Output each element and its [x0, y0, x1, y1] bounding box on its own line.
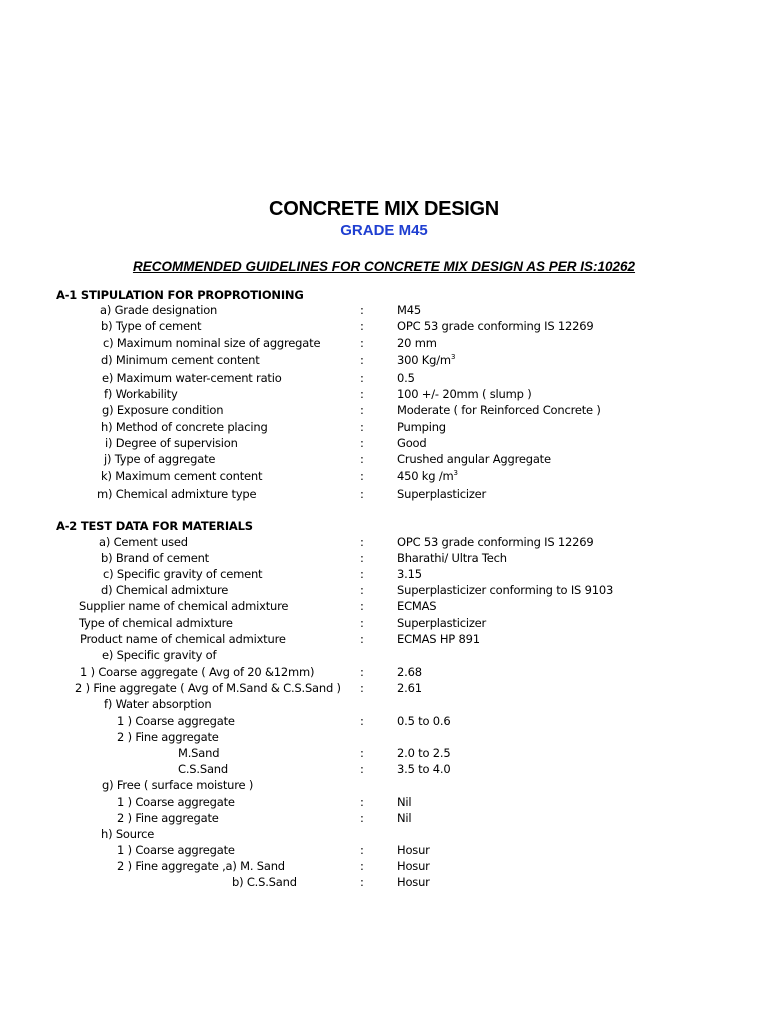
row-label: h) Method of concrete placing — [101, 420, 268, 434]
row-colon: : — [360, 551, 364, 565]
row-value-text: Bharathi/ Ultra Tech — [397, 551, 507, 565]
row-label: b) Brand of cement — [101, 551, 209, 565]
row-label: Supplier name of chemical admixture — [79, 599, 289, 613]
row-value — [397, 665, 422, 679]
row-label: c) Maximum nominal size of aggregate — [103, 336, 321, 350]
row-label: m) Chemical admixture type — [97, 487, 257, 501]
a2-row — [0, 681, 768, 697]
a2-row — [0, 583, 768, 599]
row-label: M.Sand — [178, 746, 220, 760]
a1-row — [0, 387, 768, 403]
row-colon: : — [360, 403, 364, 417]
a2-row — [0, 697, 768, 713]
a2-row — [0, 632, 768, 648]
row-colon: : — [360, 599, 364, 613]
row-value-text: Hosur — [397, 859, 430, 873]
row-value — [397, 436, 426, 450]
a2-row — [0, 795, 768, 811]
row-colon: : — [360, 452, 364, 466]
row-colon: : — [360, 336, 364, 350]
row-colon: : — [360, 420, 364, 434]
row-value-text: OPC 53 grade conforming IS 12269 — [397, 319, 594, 333]
superscript: 3 — [450, 353, 456, 361]
row-label: k) Maximum cement content — [101, 469, 263, 483]
a2-row — [0, 762, 768, 778]
row-colon: : — [360, 567, 364, 581]
row-label: 2 ) Fine aggregate ,a) M. Sand — [117, 859, 285, 873]
row-value-text: Pumping — [397, 420, 446, 434]
row-value-text: 2.68 — [397, 665, 422, 679]
row-value-text: 300 Kg/m — [397, 353, 451, 367]
row-value-text: 100 +/- 20mm ( slump ) — [397, 387, 532, 401]
document-title: CONCRETE MIX DESIGN — [269, 198, 499, 220]
row-value — [397, 303, 421, 317]
a1-row — [0, 469, 768, 485]
row-colon: : — [360, 319, 364, 333]
row-label: d) Chemical admixture — [101, 583, 229, 597]
row-colon: : — [360, 616, 364, 630]
row-colon: : — [360, 665, 364, 679]
row-colon: : — [360, 469, 364, 483]
row-value — [397, 420, 446, 434]
row-label: j) Type of aggregate — [104, 452, 216, 466]
row-colon: : — [360, 387, 364, 401]
a2-row — [0, 616, 768, 632]
a2-row — [0, 811, 768, 827]
row-value — [397, 681, 422, 695]
row-value — [397, 762, 450, 776]
row-label: e) Specific gravity of — [102, 648, 217, 662]
row-value-text: Superplasticizer — [397, 487, 487, 501]
row-label: 1 ) Coarse aggregate — [117, 843, 235, 857]
row-colon: : — [360, 811, 364, 825]
row-value-text: Crushed angular Aggregate — [397, 452, 551, 466]
a2-row — [0, 843, 768, 859]
row-colon: : — [360, 746, 364, 760]
row-label: 1 ) Coarse aggregate ( Avg of 20 &12mm) — [80, 665, 315, 679]
row-value-text: 3.15 — [397, 567, 422, 581]
row-value — [397, 616, 486, 630]
a1-row — [0, 353, 768, 369]
row-value-text: ECMAS — [397, 599, 437, 613]
row-label: a) Cement used — [99, 535, 188, 549]
row-value-text: ECMAS HP 891 — [397, 632, 480, 646]
row-value-text: 20 mm — [397, 336, 437, 350]
a1-row — [0, 403, 768, 419]
row-value-text: Nil — [397, 795, 412, 809]
row-label: C.S.Sand — [178, 762, 228, 776]
row-value-text: Hosur — [397, 843, 430, 857]
row-value-text: Superplasticizer — [397, 616, 487, 630]
row-label: b) Type of cement — [101, 319, 202, 333]
row-value — [397, 599, 436, 613]
row-colon: : — [360, 371, 364, 385]
row-colon: : — [360, 353, 364, 367]
row-label: 1 ) Coarse aggregate — [117, 714, 235, 728]
row-value — [397, 795, 411, 809]
row-label: Product name of chemical admixture — [80, 632, 286, 646]
section-a2-heading: A-2 TEST DATA FOR MATERIALS — [56, 519, 253, 533]
row-value — [397, 403, 601, 417]
row-label: d) Minimum cement content — [101, 353, 260, 367]
a2-row — [0, 535, 768, 551]
row-value-text: Superplasticizer conforming to IS 9103 — [397, 583, 614, 597]
row-value — [397, 583, 613, 597]
row-label: 2 ) Fine aggregate ( Avg of M.Sand & C.S.Sand ) — [75, 681, 341, 695]
a1-row — [0, 420, 768, 436]
row-label: g) Exposure condition — [102, 403, 224, 417]
row-value — [397, 551, 507, 565]
row-colon: : — [360, 875, 364, 889]
row-value — [397, 387, 531, 401]
a2-row — [0, 665, 768, 681]
a1-row — [0, 436, 768, 452]
row-value — [397, 487, 486, 501]
row-value — [397, 859, 430, 873]
a1-row — [0, 303, 768, 319]
a2-row — [0, 551, 768, 567]
row-value-text: Moderate ( for Reinforced Concrete ) — [397, 403, 601, 417]
a2-row — [0, 730, 768, 746]
row-colon: : — [360, 436, 364, 450]
row-value — [397, 811, 411, 825]
row-value — [397, 843, 430, 857]
row-colon: : — [360, 681, 364, 695]
a2-row — [0, 599, 768, 615]
row-value-text: Nil — [397, 811, 412, 825]
row-label: 2 ) Fine aggregate — [117, 811, 219, 825]
row-label: e) Maximum water-cement ratio — [102, 371, 282, 385]
a1-row — [0, 371, 768, 387]
row-value-text: Good — [397, 436, 427, 450]
row-colon: : — [360, 535, 364, 549]
row-value-text: 0.5 — [397, 371, 415, 385]
row-label: 1 ) Coarse aggregate — [117, 795, 235, 809]
row-label: a) Grade designation — [100, 303, 218, 317]
row-colon: : — [360, 762, 364, 776]
row-label: h) Source — [101, 827, 155, 841]
a1-row — [0, 336, 768, 352]
grade-subtitle: GRADE M45 — [340, 222, 428, 239]
a2-row — [0, 567, 768, 583]
row-value — [397, 567, 422, 581]
row-value-text: M45 — [397, 303, 421, 317]
row-colon: : — [360, 632, 364, 646]
row-value-text: 450 kg /m — [397, 469, 454, 483]
a2-row — [0, 859, 768, 875]
row-value-text: Hosur — [397, 875, 430, 889]
row-colon: : — [360, 583, 364, 597]
row-value — [397, 452, 551, 466]
a2-row — [0, 714, 768, 730]
row-label: f) Workability — [104, 387, 178, 401]
row-value-text: 2.0 to 2.5 — [397, 746, 451, 760]
superscript: 3 — [453, 469, 458, 477]
guidelines-heading: RECOMMENDED GUIDELINES FOR CONCRETE MIX DESIGN AS PER IS:10262 — [132, 259, 636, 274]
row-value — [397, 632, 480, 646]
a2-row — [0, 746, 768, 762]
row-value — [397, 714, 450, 728]
row-value-text: 0.5 to 0.6 — [397, 714, 451, 728]
row-value — [397, 319, 594, 333]
row-colon: : — [360, 843, 364, 857]
row-value-text: 3.5 to 4.0 — [397, 762, 451, 776]
a2-row — [0, 875, 768, 891]
row-value — [397, 353, 455, 367]
a1-row — [0, 452, 768, 468]
row-label: i) Degree of supervision — [105, 436, 238, 450]
row-value — [397, 371, 415, 385]
row-label: c) Specific gravity of cement — [103, 567, 263, 581]
row-colon: : — [360, 303, 364, 317]
row-label: g) Free ( surface moisture ) — [102, 778, 254, 792]
row-label: 2 ) Fine aggregate — [117, 730, 219, 744]
a1-row — [0, 319, 768, 335]
a2-row — [0, 778, 768, 794]
section-a1-heading: A-1 STIPULATION FOR PROPROTIONING — [56, 288, 304, 302]
row-label: Type of chemical admixture — [79, 616, 233, 630]
row-value — [397, 469, 458, 483]
a2-row — [0, 648, 768, 664]
a2-row — [0, 827, 768, 843]
row-value — [397, 535, 594, 549]
row-label: b) C.S.Sand — [232, 875, 297, 889]
row-colon: : — [360, 795, 364, 809]
row-value — [397, 875, 430, 889]
a1-row — [0, 487, 768, 503]
row-colon: : — [360, 714, 364, 728]
row-colon: : — [360, 487, 364, 501]
row-label: f) Water absorption — [104, 697, 212, 711]
row-value — [397, 746, 450, 760]
row-value-text: 2.61 — [397, 681, 422, 695]
row-value — [397, 336, 437, 350]
row-value-text: OPC 53 grade conforming IS 12269 — [397, 535, 594, 549]
row-colon: : — [360, 859, 364, 873]
